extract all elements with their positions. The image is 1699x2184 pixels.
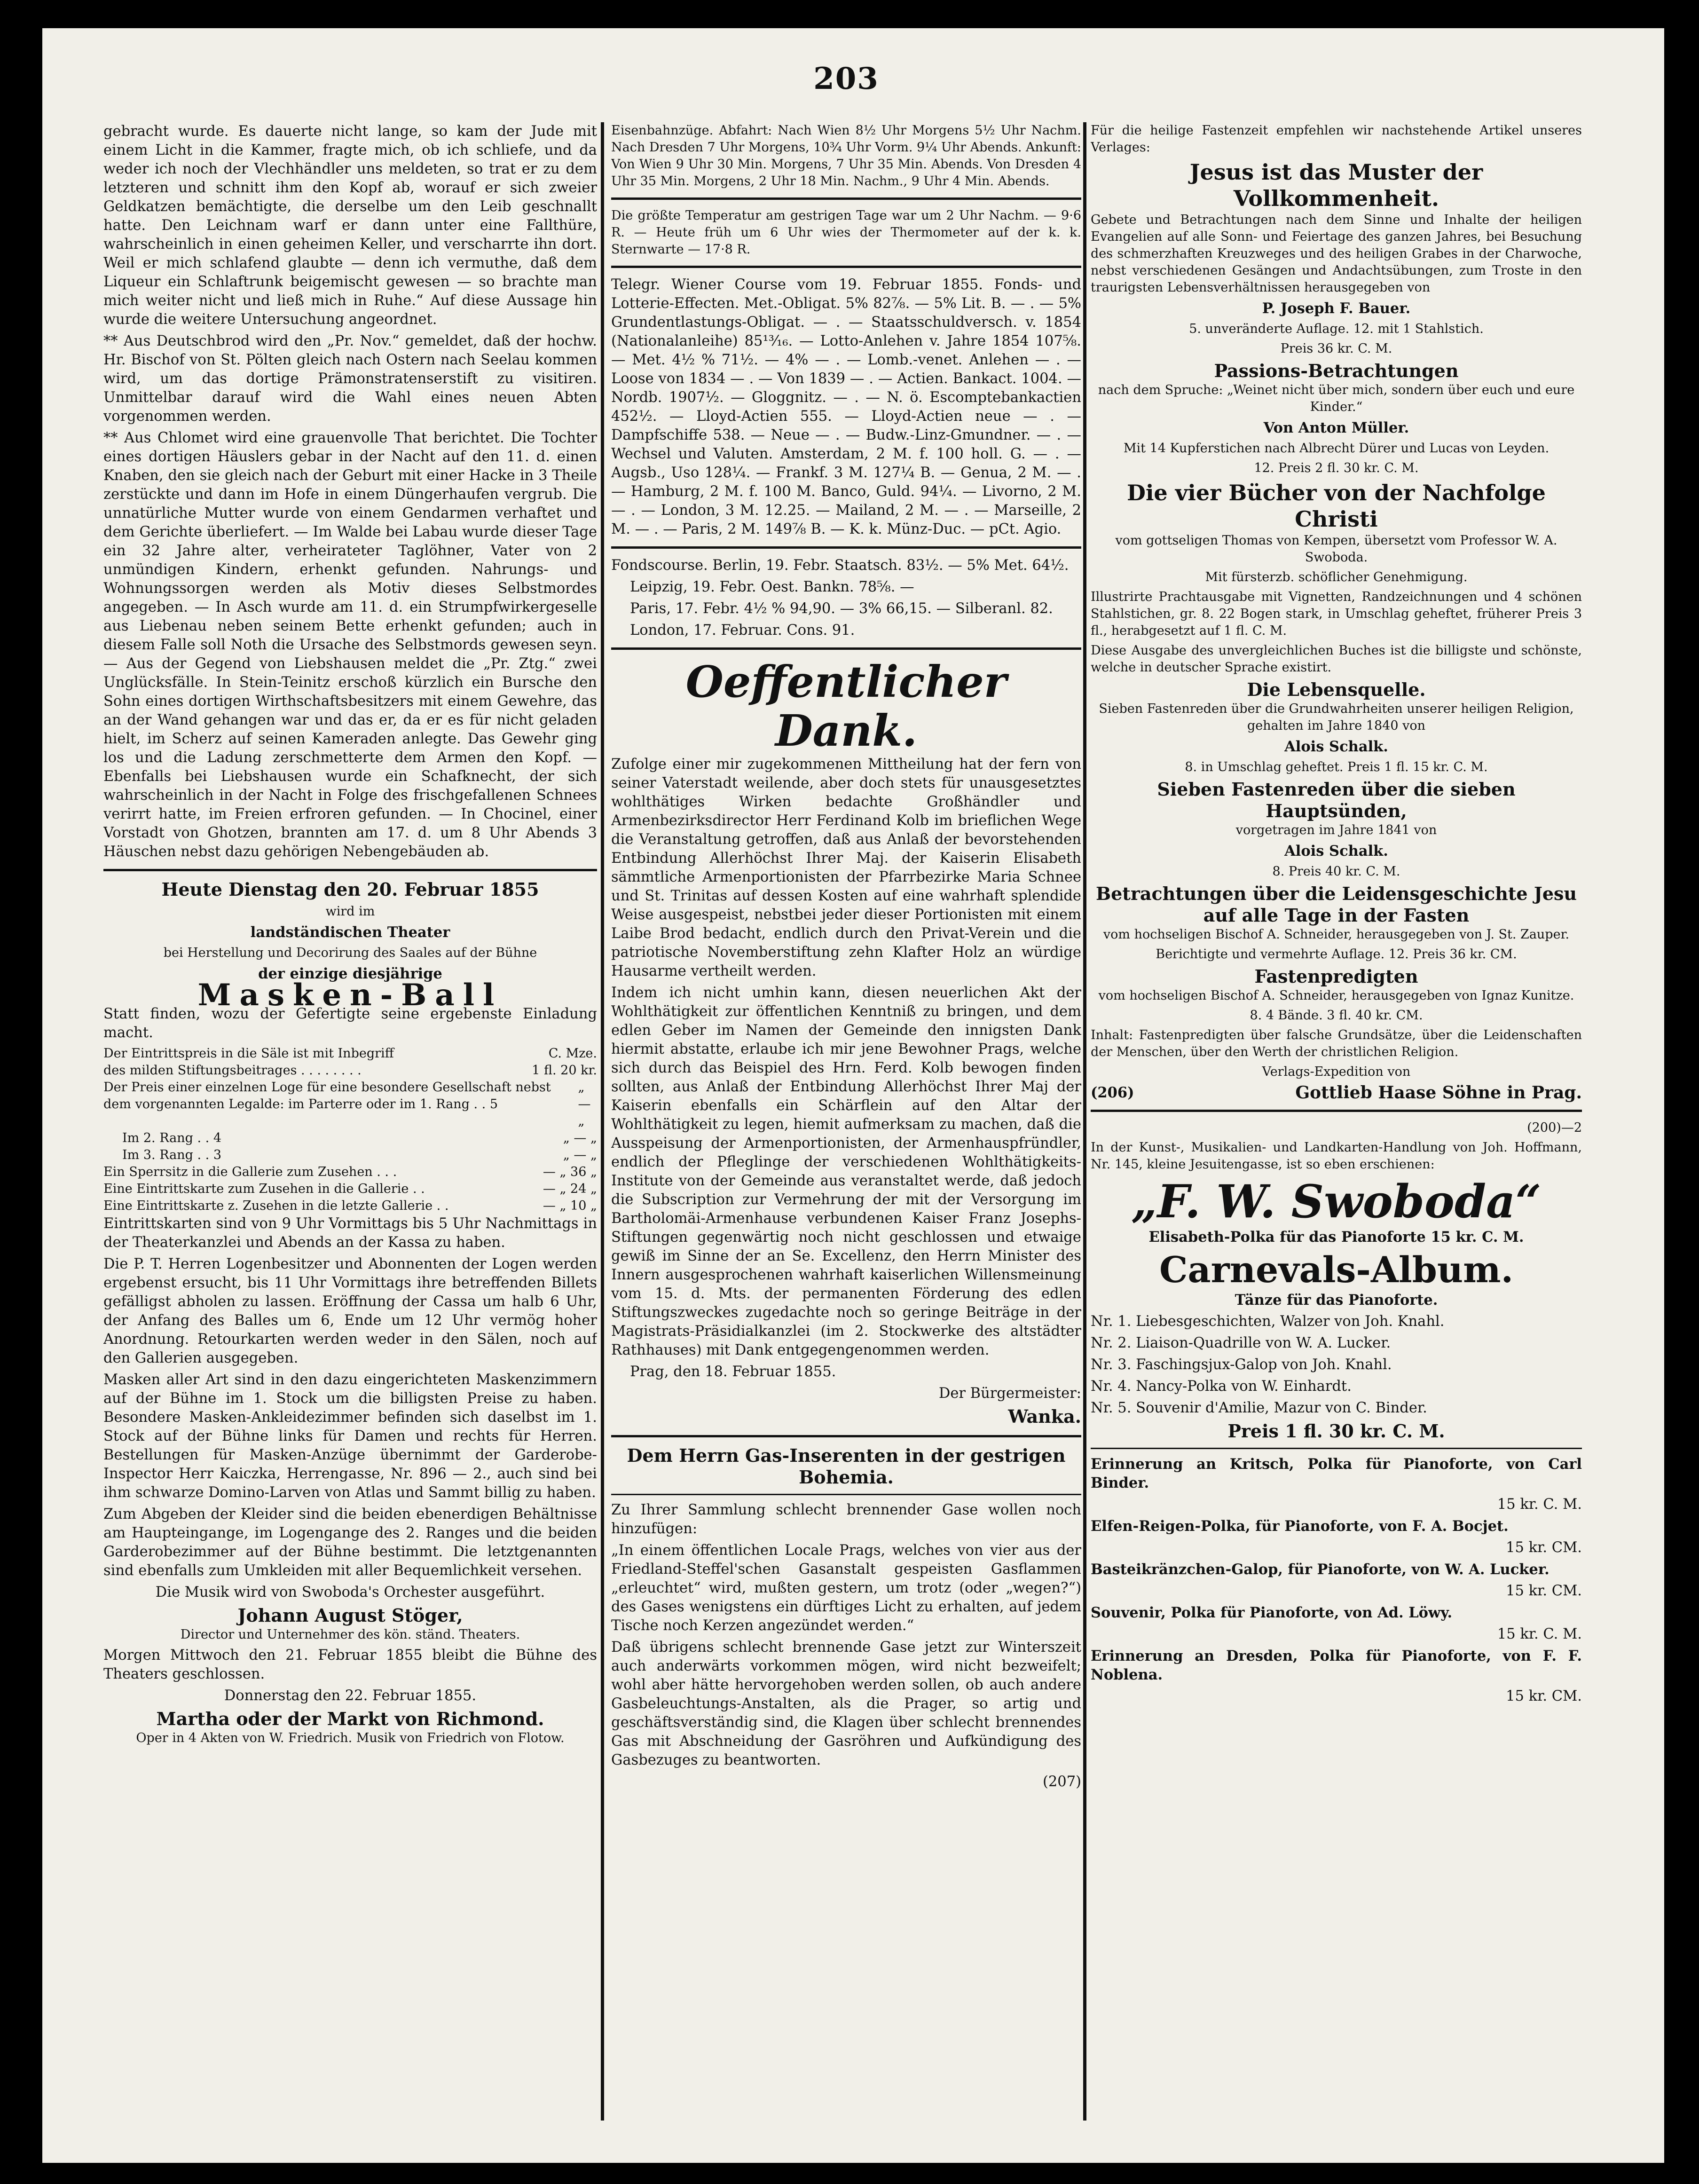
dank-title: Oeffentlicher Dank. [685,656,1007,756]
theater-date: Donnerstag den 22. Februar 1855. [224,1687,477,1704]
ball-theater: landständischen Theater [250,924,450,941]
music-subtitle: Elisabeth-Polka für das Pianoforte 15 kr. C. M. [1148,1229,1524,1246]
divider [611,197,1081,200]
ball-paragraph: Zum Abgeben der Kleider sind die beiden ebenerdigen Behältnisse am Haupteingange, im Logengange des 2. Ranges und die beiden Garderobezimmer auf der Bühne bestimmt. Die letztgenannten sind ebenfalls zum Umkleiden mit aller Bequemlichkeit versehen. [103,1506,597,1579]
column-right [1091,122,1582,2121]
fonds-line: Paris, 17. Febr. 4½ % 94,90. — 3% 66,15. — Silberanl. 82. [630,600,1053,617]
music-title: „F. W. Swoboda“ [1131,1175,1542,1228]
price-label: Ein Sperrsitz in die Gallerie zum Zusehen . . . [103,1165,397,1179]
price-value: C. Mze. [548,1046,597,1061]
rail-times: Eisenbahnzüge. Abfahrt: Nach Wien 8½ Uhr Morgens 5½ Uhr Nachm. Nach Dresden 7 Uhr Morgens, 10¾ Uhr Vorm. 9¼ Uhr Abends. Ankunft: Von Wien 9 Uhr 30 Min. Morgens, 7 Uhr 35 Min. Abends. Von Dresden 4 Uhr 35 Min. Morgens, 2 Uhr 18 Min. Nachm., 9 Uhr 4 Min. Abends. [611,123,1081,189]
ball-title: Masken-Ball [197,978,503,1013]
book-title: Die vier Bücher von der Nachfolge Christi [1127,480,1546,532]
divider [611,266,1081,268]
music-intro: In der Kunst-, Musikalien- und Landkarten-Handlung von Joh. Hoffmann, Nr. 145, kleine Jesuitengasse, ist so eben erschienen: [1091,1140,1582,1172]
album-price: Preis 1 fl. 30 kr. C. M. [1227,1420,1445,1442]
price-row [103,1198,597,1214]
bourse-report: Telegr. Wiener Course vom 19. Februar 1855. Fonds- und Lotterie-Effecten. Met.-Obligat. 5% 82⅞. — 5% Lit. B. — . — 5% Grundentlastungs-Obligat. — . — Staatsschuldversch. v. 1854 (Nationalanleihe) 85¹³⁄₁₆. — Lotto-Anlehen v. Jahre 1854 107⅝. — Met. 4½ % 71½. — 4% — . — Lomb.-venet. Anlehen — . — Loose von 1834 — . — Von 1839 — . — Actien. Bankact. 1004. — Nordb. 1907½. — Gloggnitz. — . — N. ö. Escomptebankactien 452½. — Lloyd-Actien 555. — Lloyd-Actien neue — . — Dampfschiffe 538. — Neue — . — Budw.-Linz-Gmundner. — . — Wechsel und Valuten. Amsterdam, 2 M. f. 100 holl. G. — . — Augsb., Uso 128¼. — Frankf. 3 M. 127¼ B. — Genua, 2 M. — . — Hamburg, 2 M. f. 100 M. Banco, Guld. 94¼. — Livorno, 2 M. — . — London, 3 M. 12.25. — Mailand, 2 M. — . — Marseille, 2 M. — . — Paris, 2 M. 149⅞ B. — K. k. Münz-Duc. — pCt. Agio. [611,276,1081,537]
column-left [103,122,597,2121]
newspaper-page [42,28,1664,2163]
book-desc: vom hochseligen Bischof A. Schneider, herausgegeben von J. St. Zauper. [1103,927,1570,942]
divider [103,869,597,871]
dank-place: Prag, den 18. Februar 1855. [630,1364,836,1380]
fonds-line: Fondscourse. Berlin, 19. Febr. Staatsch. 83½. — 5% Met. 64½. [611,557,1069,574]
gas-ref: (207) [1042,1774,1081,1790]
ball-einzige: der einzige diesjährige [258,965,442,982]
music-item: Basteikränzchen-Galop, für Pianoforte, von W. A. Lucker. [1091,1561,1550,1578]
book-approval: Mit fürsterzb. schöflicher Genehmigung. [1205,570,1468,584]
music-item: Erinnerung an Dresden, Polka für Pianoforte, von F. F. Noblena. [1091,1648,1582,1683]
book-title: Sieben Fastenreden über die sieben Hauptsünden, [1157,779,1516,821]
price-label: Der Eintrittspreis in die Säle ist mit Inbegriff [103,1046,394,1061]
book-price: 12. Preis 2 fl. 30 kr. C. M. [1254,461,1419,475]
column-rule [601,122,604,2121]
dank-paragraph: Indem ich nicht umhin kann, diesen neuerlichen Akt der Wohlthätigkeit zur öffentlichen Kenntniß zu bringen, und dem edlen Geber im Namen der Gemeinde den innigsten Dank hiermit abstatte, erlaube ich mir jene Bewohner Prags, welche sich durch das Beispiel des Hrn. Ferd. Kolb bewogen finden sollten, aus Anlaß der Entbindung Allerhöchst Ihrer Maj der Kaiserin ebenfalls ein Schärflein auf den Altar der Wohlthätigkeit zu legen, hiemit aufmerksam zu machen, daß die Ausspeisung der Armenportionisten, der Armenhauspfründler, endlich der Pfleglinge der verschiedenen Wohlthätigkeits-Institute von der Gemeinde aus veranstaltet werde, daß jedoch die Subscription zur Vermehrung der mit der Versorgung im Bartholomäi-Armenhause verbundenen Kaiser Franz Josephs-Stiftungen gegenwärtig noch nicht geschlossen und etwaige gewiß im Sinne der an Se. Excellenz, den Herrn Minister des Innern ausgesprochenen wahrhaft kaiserlichen Willensmeinung vom 15. d. Mts. der permanenten Förderung des edlen Stiftungszweckes zugedachte noch so geringe Beiträge in der Magistrats-Präsidialkanzlei (im 2. Stockwerke des altstädter Rathhauses) mit Dank entgegengenommen werden. [611,985,1081,1358]
book-title: Jesus ist das Muster der Vollkommenheit. [1189,159,1483,211]
price-label: Eine Eintrittskarte zum Zusehen in die Gallerie . . [103,1182,425,1196]
gas-paragraph: Zu Ihrer Sammlung schlecht brennender Gase wollen noch hinzufügen: [611,1502,1081,1537]
price-label: Eine Eintrittskarte z. Zusehen in die letzte Gallerie . . [103,1198,449,1213]
book-price: Preis 36 kr. C. M. [1280,341,1392,356]
book-desc: vom hochseligen Bischof A. Schneider, herausgegeben von Ignaz Kunitze. [1098,988,1574,1003]
article-paragraph: ** Aus Chlomet wird eine grauenvolle That berichtet. Die Tochter eines dortigen Häuslers gebar in der Nacht auf den 11. d. einen Knaben, den sie gleich nach der Geburt mit einer Hacke in 3 Theile zerstückte und dann im Hofe in einem Düngerhaufen vergrub. Die unnatürliche Mutter wurde von einem Gendarmen verhaftet und dem Gerichte überliefert. — Im Walde bei Labau wurde dieser Tage ein 32 Jahre alter, verheirateter Taglöhner, Vater von 2 unmündigen Kindern, erhenkt gefunden. Nahrungs- und Wohnungssorgen werden als Motiv dieses Selbstmordes angegeben. — In Asch wurde am 11. d. ein Strumpfwirkergeselle aus Liebenau neben seinem Bette erhenkt gefunden; auch in diesem Falle soll Noth die Ursache des Selbstmords gewesen seyn. — Aus der Gegend von Liebshausen meldet die „Pr. Ztg.“ zwei Unglücksfälle. In Stein-Teinitz erschoß kürzlich ein Bursche den Sohn eines dortigen Wirthschaftsbesitzers mit einem Gewehre, das an der Wand gehangen war und das er, da er es für nicht geladen hielt, im Scherz auf seinen Kameraden anlegte. Das Gewehr ging los und die Ladung zerschmetterte dem Armen den Kopf. — Ebenfalls bei Liebshausen wurde ein Schafknecht, der sich wahrscheinlich in der Nacht in Folge des frischgefallenen Schnees verirrt hatte, im Freien erfroren gefunden. — In Chocinel, einer Vorstadt von Ghotzen, brannten am 17. d. um 8 Uhr Abends 3 Häuschen nebst dazu gehörigen Nebengebäuden ab. [103,430,597,860]
book-desc: Gebete und Betrachtungen nach dem Sinne und Inhalte der heiligen Evangelien auf alle Sonn- und Feiertage des ganzen Jahres, bei Besuchung des schmerzhaften Kreuzweges und des heiligen Grabes in der Charwoche, nebst verschiedenen Gesängen und Andachtsübungen, zum Troste in den traurigsten Lebensverhältnissen herausgegeben von [1091,213,1582,295]
divider [611,1435,1081,1437]
book-price: 8. 4 Bände. 3 fl. 40 kr. CM. [1250,1008,1423,1023]
price-value: „ — „ [563,1148,597,1162]
publisher-row [1091,1083,1582,1102]
book-note: Diese Ausgabe des unvergleichlichen Buches ist die billigste und schönste, welche in deutscher Sprache existirt. [1091,643,1582,675]
book-price: Berichtigte und vermehrte Auflage. 12. Preis 36 kr. CM. [1156,947,1517,962]
ad-ref: (200)—2 [1527,1120,1582,1135]
book-title: Betrachtungen über die Leidensgeschichte Jesu auf alle Tage in der Fasten [1095,883,1577,926]
price-value: „ — „ [578,1080,591,1128]
opera-subtitle: Oper in 4 Akten von W. Friedrich. Musik von Friedrich von Flotow. [136,1731,565,1745]
price-row [103,1130,597,1147]
divider [1091,1110,1582,1112]
book-edition: 5. unveränderte Auflage. 12. mit 1 Stahlstich. [1189,322,1484,336]
book-desc: vorgetragen im Jahre 1841 von [1235,823,1437,837]
gas-paragraph: „In einem öffentlichen Locale Prags, welches von vier aus der Friedland-Steffel'schen Gasanstalt gespeisten Gasflammen „erleuchtet“ wird, mußten gestern, um trotz (oder „wegen?“) des Gases wenigstens ein dürftiges Licht zu erhalten, auf jedem Tische noch Kerzen angezündet werden.“ [611,1542,1081,1634]
ball-wird: wird im [325,904,375,919]
ball-paragraph: Die P. T. Herren Logenbesitzer und Abonnenten der Logen werden ergebenst ersucht, bis 11 Uhr Vormittags ihre betreffenden Billets gefälligst abholen zu lassen. Eröffnung der Cassa um halb 6 Uhr, der Anfang des Balles um 6, Ende um 12 Uhr vermög hoher Anordnung. Retourkarten werden weder in den Sälen, noch auf den Gallerien ausgegeben. [103,1256,597,1366]
column-middle [611,122,1081,2121]
column-rule [1083,122,1086,2121]
price-value: — „ 24 „ [543,1182,597,1196]
album-item: Nr. 5. Souvenir d'Amilie, Mazur von C. Binder. [1091,1400,1427,1416]
book-author: Alois Schalk. [1284,843,1388,859]
book-author: Von Anton Müller. [1263,419,1409,436]
article-paragraph: gebracht wurde. Es dauerte nicht lange, so kam der Jude mit einem Licht in die Kammer, fragte mich, ob ich schliefe, und da weder ich noch der Vlechhändler uns meldeten, so trat er zu dem letzteren und schnitt ihm den Kopf ab, worauf er sich zweier Geldkatzen bemächtigte, die derselbe um den Leib geschnallt hatte. Den Leichnam warf er dann unter eine Fallthüre, wahrscheinlich in einen geheimen Keller, und verscharrte ihn dort. Weil er mich schlafend glaubte — denn ich vermuthe, daß dem Liqueur ein Schlaftrunk beigemischt gewesen — so brachte man mich weiter nicht und ließ mich in Ruhe.“ Auf diese Aussage hin wurde die weitere Untersuchung angeordnet. [103,123,597,328]
price-value: 1 fl. 20 kr. [532,1063,597,1078]
album-item: Nr. 1. Liebesgeschichten, Walzer von Joh. Knahl. [1091,1313,1445,1330]
book-author: P. Joseph F. Bauer. [1262,300,1411,317]
catalog-intro: Für die heilige Fastenzeit empfehlen wir nachstehende Artikel unseres Verlages: [1091,123,1582,155]
book-contents: Inhalt: Fastenpredigten über falsche Grundsätze, über die Leidenschaften der Menschen, über den Werth der christlichen Religion. [1091,1028,1582,1059]
ball-subtitle: bei Herstellung und Decorirung des Saales auf der Bühne [163,946,537,960]
ball-signer: Johann August Stöger, [237,1605,463,1626]
ball-intro: Statt finden, wozu der Gefertigte seine ergebenste Einladung macht. [103,1006,597,1041]
book-title: Fastenpredigten [1254,966,1418,987]
music-price: 15 kr. C. M. [1497,1626,1582,1642]
ball-music: Die Musik wird von Swoboda's Orchester ausgeführt. [155,1584,545,1601]
divider [1091,1448,1582,1449]
gas-title: Dem Herrn Gas-Inserenten in der gestrigen Bohemia. [627,1445,1066,1488]
publisher-label: Verlags-Expedition von [1262,1064,1411,1079]
fonds-line: London, 17. Februar. Cons. 91. [630,622,855,639]
price-value: „ — „ [563,1131,597,1145]
book-edition: Mit 14 Kupferstichen nach Albrecht Dürer und Lucas von Leyden. [1123,441,1550,456]
music-price: 15 kr. CM. [1506,1583,1582,1599]
ball-paragraph: Eintrittskarten sind von 9 Uhr Vormittags bis 5 Uhr Nachmittags in der Theaterkanzlei und Abends an der Kassa zu haben. [103,1215,597,1251]
album-subtitle: Tänze für das Pianoforte. [1235,1292,1438,1309]
book-title: Die Lebensquelle. [1247,679,1426,700]
book-details: Illustrirte Prachtausgabe mit Vignetten, Randzeichnungen und 4 schönen Stahlstichen, gr. 8. 22 Bogen stark, in Umschlag geheftet, früherer Preis 3 fl., herabgesetzt auf 1 fl. C. M. [1091,590,1582,638]
dank-signature: Wanka. [1008,1406,1081,1427]
divider [611,546,1081,549]
book-price: 8. in Umschlag geheftet. Preis 1 fl. 15 kr. C. M. [1185,760,1488,774]
dank-sig-role: Der Bürgermeister: [938,1385,1081,1402]
dank-paragraph: Zufolge einer mir zugekommenen Mittheilung hat der fern von seiner Vaterstadt weilende, aber doch stets für unausgesetztes wohlthätiges Wirken bedachte Großhändler und Armenbezirksdirector Herr Ferdinand Kolb im brieflichen Wege die Veranstaltung getroffen, daß aus Anlaß der bevorstehenden Entbindung Allerhöchst Ihrer Maj. der Kaiserin Elisabeth sämmtliche Armenportionisten der Pfarrbezirke Maria Schnee und St. Trinitas auf dessen Kosten auf eine wahrhaft splendide Weise ausgespeist, nebstbei jeder dieser Portionisten mit einem Laibe Brod bedacht, endlich durch den Privat-Verein und die patriotische Novemberstiftung zehn Klafter Holz an würdige Hausarme vertheilt werden. [611,756,1081,979]
book-title: Passions-Betrachtungen [1214,360,1459,381]
price-row [103,1147,597,1164]
divider [611,1494,1081,1495]
price-label: des milden Stiftungsbeitrages . . . . . . . . [103,1063,362,1078]
ball-signer-role: Director und Unternehmer des kön. ständ. Theaters. [180,1627,520,1642]
music-price: 15 kr. CM. [1506,1688,1582,1704]
publisher-name: Gottlieb Haase Söhne in Prag. [1295,1083,1582,1103]
book-desc: vom gottseligen Thomas von Kempen, übersetzt vom Professor W. A. Swoboda. [1115,533,1557,565]
music-price: 15 kr. CM. [1506,1539,1582,1556]
music-item: Erinnerung an Kritsch, Polka für Pianoforte, von Carl Binder. [1091,1456,1582,1491]
music-price: 15 kr. C. M. [1497,1496,1582,1513]
album-item: Nr. 2. Liaison-Quadrille von W. A. Lucker. [1091,1335,1391,1351]
ball-paragraph: Masken aller Art sind in den dazu eingerichteten Maskenzimmern auf der Bühne im 1. Stock um die billigsten Preise zu haben. Besondere Masken-Ankleidezimmer befinden sich daselbst im 1. Stock auf der Bühne links für Damen und rechts für Herren. Bestellungen für Masken-Anzüge übernimmt der Garderobe-Inspector Herr Kaiczka, Herrengasse, Nr. 896 — 2., auch sind bei ihm schwarze Domino-Larven von Atlas und Sammt billig zu haben. [103,1372,597,1501]
theater-notice: Morgen Mittwoch den 21. Februar 1855 bleibt die Bühne des Theaters geschlossen. [103,1647,597,1682]
album-item: Nr. 3. Faschingsjux-Galop von Joh. Knahl. [1091,1356,1392,1373]
book-author: Alois Schalk. [1284,738,1388,755]
book-desc: nach dem Spruche: „Weinet nicht über mich, sondern über euch und eure Kinder.“ [1098,383,1575,414]
price-label: Im 3. Rang . . 3 [122,1148,222,1162]
opera-title: Martha oder der Markt von Richmond. [156,1708,544,1729]
book-price: 8. Preis 40 kr. C. M. [1272,864,1400,879]
price-row [103,1079,597,1130]
album-title: Carnevals-Album. [1159,1249,1514,1291]
price-row [103,1164,597,1181]
price-row [103,1062,597,1079]
page-number: 203 [813,61,879,96]
price-row [103,1045,597,1062]
divider [611,647,1081,650]
article-paragraph: ** Aus Deutschbrod wird den „Pr. Nov.“ gemeldet, daß der hochw. Hr. Bischof von St. Pölten gleich nach Ostern nach Seelau kommen wird, um das dortige Prämonstratenserstift zu visitiren. Unmittelbar darauf wird die Wahl eines neuen Abten vorgenommen werden. [103,333,597,425]
gas-paragraph: Daß übrigens schlecht brennende Gase jetzt zur Winterszeit auch anderwärts vorkommen mögen, wird nicht bezweifelt; wohl aber hätte hervorgehoben werden sollen, ob auch andere Gasbeleuchtungs-Anstalten, als die Prager, so artig und geschäftsverständig sind, die Klagen über schlecht brennendes Gas mit Abschneidung der Gasröhren und Aufkündigung des Gasbezuges zu beantworten. [611,1639,1081,1768]
album-item: Nr. 4. Nancy-Polka von W. Einhardt. [1091,1378,1352,1395]
publisher-ref: (206) [1091,1084,1134,1101]
price-row [103,1181,597,1198]
price-label: Der Preis einer einzelnen Loge für eine besondere Gesellschaft nebst dem vorgenannten Legalde: im Parterre oder im 1. Rang . . 5 [103,1080,551,1112]
music-item: Elfen-Reigen-Polka, für Pianoforte, von F. A. Bocjet. [1091,1518,1509,1535]
music-item: Souvenir, Polka für Pianoforte, von Ad. Löwy. [1091,1604,1453,1621]
price-list [103,1045,597,1214]
price-value: — „ 36 „ [543,1165,597,1179]
price-label: Im 2. Rang . . 4 [122,1131,222,1145]
book-desc: Sieben Fastenreden über die Grundwahrheiten unserer heiligen Religion, gehalten im Jahre 1840 von [1099,702,1574,733]
temperature: Die größte Temperatur am gestrigen Tage war um 2 Uhr Nachm. — 9·6 R. — Heute früh um 6 Uhr wies der Thermometer auf der k. k. Sternwarte — 17·8 R. [611,208,1081,257]
price-value: — „ 10 „ [543,1198,597,1213]
fonds-line: Leipzig, 19. Febr. Oest. Bankn. 78⅝. — [630,579,914,595]
ball-date: Heute Dienstag den 20. Februar 1855 [161,879,539,900]
